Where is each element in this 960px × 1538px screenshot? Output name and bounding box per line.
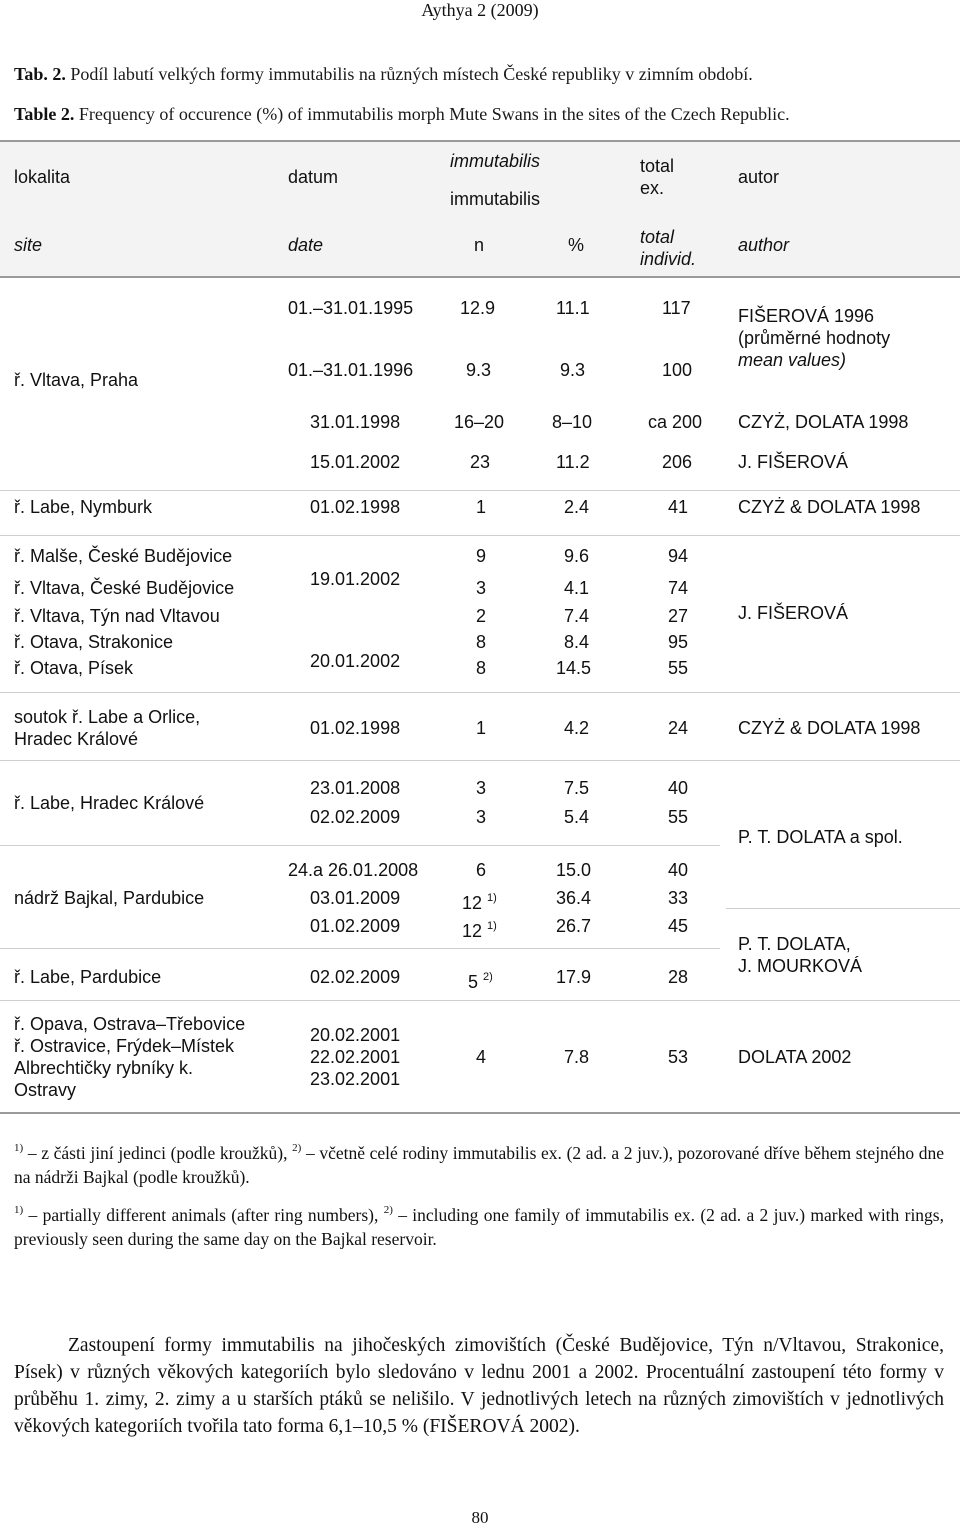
footnote-ref-1: 1): [487, 892, 497, 904]
cell-r15-pct: 36.4: [556, 888, 592, 908]
cell-r15-n-value: 12: [462, 893, 483, 913]
cell-r3-n: 16–20: [454, 412, 505, 432]
cell-r18-date-a: 20.02.2001: [310, 1025, 401, 1045]
cell-r18-date-b: 22.02.2001: [310, 1047, 401, 1067]
header-autor: autor: [738, 167, 780, 187]
header-pct: %: [568, 235, 585, 255]
cell-r14-date: 24.a 26.01.2008: [288, 860, 419, 880]
cell-r2-n: 9.3: [466, 360, 492, 380]
header-lokalita: lokalita: [14, 167, 71, 187]
cell-r1-date: 01.–31.01.1995: [288, 298, 414, 318]
cell-r9-pct: 8.4: [564, 632, 590, 652]
cell-r8-n: 2: [476, 606, 487, 626]
cell-r14-n: 6: [476, 860, 487, 880]
cell-r2-total: 100: [662, 360, 693, 380]
footnote-cz-text-1: – z části jiní jedinci (podle kroužků),: [23, 1143, 293, 1163]
site-soutok-1: soutok ř. Labe a Orlice,: [14, 707, 201, 727]
cell-r18-author: DOLATA 2002: [738, 1047, 852, 1067]
footnotes-en: [14, 1198, 944, 1251]
cell-r12-pct: 7.5: [564, 778, 590, 798]
cell-r16-date: 01.02.2009: [310, 916, 401, 936]
header-immutabilis: immutabilis: [450, 189, 541, 209]
cell-r4-n: 23: [470, 452, 491, 472]
cell-r11-pct: 4.2: [564, 718, 590, 738]
site-opava: ř. Opava, Ostrava–Třebovice: [14, 1014, 246, 1034]
cell-r15-n: [462, 887, 497, 914]
header-total-ex-2: ex.: [640, 178, 665, 198]
footnote-en-text-2: – including one family of immutabilis ex. (2 ad. a 2 juv.) marked with rings, previously seen during the same day on the Bajkal reservoir.: [14, 1205, 944, 1249]
cell-r18-n: 4: [476, 1047, 487, 1067]
cell-r18-date-c: 23.02.2001: [310, 1069, 401, 1089]
cell-r14-total: 40: [668, 860, 689, 880]
cell-r5-n: 1: [476, 497, 487, 517]
cell-r6-total: 94: [668, 546, 689, 566]
cell-r18-pct: 7.8: [564, 1047, 590, 1067]
cell-r1-n: 12.9: [460, 298, 496, 318]
footnote-cz-text-2: – včetně celé rodiny immutabilis ex. (2 ad. a 2 juv.), pozorované dříve během stejného dne na nádrži Bajkal (podle kroužků).: [14, 1143, 944, 1187]
footnote-cz-mark-2: 2): [292, 1142, 302, 1154]
site-soutok-2: Hradec Králové: [14, 729, 139, 749]
header-n: n: [474, 235, 485, 255]
site-bajkal: nádrž Bajkal, Pardubice: [14, 888, 205, 908]
cell-r11-n: 1: [476, 718, 487, 738]
footnote-en-text-1: – partially different animals (after ring numbers),: [23, 1205, 384, 1225]
author-group-fiserova: J. FIŠEROVÁ: [738, 603, 849, 623]
cell-r3-total: ca 200: [648, 412, 703, 432]
header-date: date: [288, 235, 324, 255]
cell-r9-n: 8: [476, 632, 487, 652]
header-total-indiv-2: individ.: [640, 249, 697, 269]
cell-r3-author: CZYŻ, DOLATA 1998: [738, 412, 909, 432]
cell-r5-author: CZYŻ & DOLATA 1998: [738, 497, 921, 517]
site-albrechticky-1: Albrechtičky rybníky k.: [14, 1058, 194, 1078]
cell-r9-total: 95: [668, 632, 689, 652]
site-vltava-cb: ř. Vltava, České Budějovice: [14, 578, 235, 598]
cell-r12-total: 40: [668, 778, 689, 798]
header-total-ex-1: total: [640, 156, 675, 176]
cell-r13-date: 02.02.2009: [310, 807, 401, 827]
footnote-cz-mark-1: 1): [14, 1142, 24, 1154]
cell-r2-date: 01.–31.01.1996: [288, 360, 414, 380]
cell-r3-date: 31.01.1998: [310, 412, 401, 432]
cell-r8-total: 27: [668, 606, 689, 626]
row-separator-2: [0, 535, 960, 536]
body-paragraph: Zastoupení formy immutabilis na jihočeských zimovištích (České Budějovice, Týn n/Vltavou, Strakonice, Písek) v různých věkových kategoriích bylo sledováno v lednu 2001 a 2002. Procentuální zastoupení této formy v průběhu 1. zimy, 2. zimy a u starších ptáků se nelišilo. V jednotlivých letech na různých zimovištích v jednotlivých věkových kategoriích tvořila tato forma 6,1–10,5 % (FIŠEROVÁ 2002).: [14, 1335, 944, 1437]
row-separator-6: [0, 948, 720, 949]
cell-r1-total: 117: [662, 298, 691, 318]
site-labe-pardubice: ř. Labe, Pardubice: [14, 967, 162, 987]
row-separator-5: [0, 845, 720, 846]
site-albrechticky-2: Ostravy: [14, 1080, 77, 1100]
author-dolata-mourkova-1: P. T. DOLATA,: [738, 934, 851, 954]
cell-r14-pct: 15.0: [556, 860, 592, 880]
cell-r1-pct: 11.1: [556, 298, 590, 318]
cell-r16-pct: 26.7: [556, 916, 592, 936]
author-dolata-mourkova-2: J. MOURKOVÁ: [738, 956, 863, 976]
row-separator-7: [0, 1000, 960, 1001]
cell-r4-date: 15.01.2002: [310, 452, 401, 472]
cell-r17-n-value: 5: [468, 972, 479, 992]
cell-r4-total: 206: [662, 452, 693, 472]
author-fiserova-1996: FIŠEROVÁ 1996: [738, 306, 875, 326]
cell-r13-pct: 5.4: [564, 807, 590, 827]
cell-r16-total: 45: [668, 916, 689, 936]
cell-r4-author: J. FIŠEROVÁ: [738, 452, 849, 472]
cell-r15-total: 33: [668, 888, 689, 908]
header-total-indiv-1: total: [640, 227, 675, 247]
cell-r5-date: 01.02.1998: [310, 497, 401, 517]
author-fiserova-1996-note: (průměrné hodnoty: [738, 328, 891, 348]
cell-date-19: 19.01.2002: [310, 569, 401, 589]
cell-r12-n: 3: [476, 778, 487, 798]
cell-r17-date: 02.02.2009: [310, 967, 401, 987]
cell-r12-date: 23.01.2008: [310, 778, 401, 798]
cell-r6-n: 9: [476, 546, 487, 566]
cell-r16-n-value: 12: [462, 921, 483, 941]
header-immutabilis-italic: immutabilis: [450, 151, 541, 171]
cell-r17-pct: 17.9: [556, 967, 592, 987]
row-separator-3: [0, 692, 960, 693]
footnote-ref-2: 2): [483, 971, 493, 983]
cell-r10-n: 8: [476, 658, 487, 678]
site-otava-pisek: ř. Otava, Písek: [14, 658, 134, 678]
cell-r15-date: 03.01.2009: [310, 888, 401, 908]
page-number: 80: [471, 1508, 489, 1527]
site-ostravice: ř. Ostravice, Frýdek–Místek: [14, 1036, 235, 1056]
site-malse: ř. Malše, České Budějovice: [14, 546, 233, 566]
caption-en-label: Table 2.: [14, 104, 75, 124]
header-datum: datum: [288, 167, 339, 187]
cell-r10-pct: 14.5: [556, 658, 592, 678]
cell-r3-pct: 8–10: [552, 412, 593, 432]
cell-r5-pct: 2.4: [564, 497, 590, 517]
cell-r11-total: 24: [668, 718, 689, 738]
cell-r17-total: 28: [668, 967, 689, 987]
caption-en: [14, 104, 790, 125]
cell-r13-total: 55: [668, 807, 689, 827]
author-fiserova-1996-note-en: mean values): [738, 350, 847, 370]
cell-r11-author: CZYŻ & DOLATA 1998: [738, 718, 921, 738]
running-head: Aythya 2 (2009): [421, 0, 539, 20]
footnote-ref-1b: 1): [487, 920, 497, 932]
cell-r7-pct: 4.1: [564, 578, 590, 598]
footnotes-cz: [14, 1136, 944, 1189]
cell-r18-total: 53: [668, 1047, 689, 1067]
cell-r8-pct: 7.4: [564, 606, 590, 626]
header-site: site: [14, 235, 43, 255]
caption-cz-text: Podíl labutí velkých formy immutabilis na různých místech České republiky v zimním období.: [70, 64, 753, 84]
site-vltava-tyn: ř. Vltava, Týn nad Vltavou: [14, 606, 220, 626]
row-separator-1: [0, 490, 960, 491]
header-author: author: [738, 235, 790, 255]
table-top-rule: [0, 140, 960, 142]
cell-r7-total: 74: [668, 578, 689, 598]
cell-r6-pct: 9.6: [564, 546, 590, 566]
cell-r11-date: 01.02.1998: [310, 718, 401, 738]
author-separator: [726, 908, 960, 909]
site-labe-hk: ř. Labe, Hradec Králové: [14, 793, 205, 813]
author-dolata-spol: P. T. DOLATA a spol.: [738, 827, 903, 847]
caption-cz-label: Tab. 2.: [14, 64, 66, 84]
cell-r4-pct: 11.2: [556, 452, 590, 472]
cell-r17-n: [468, 966, 493, 993]
table-header-rule: [0, 276, 960, 278]
caption-cz: [14, 64, 753, 85]
cell-r13-n: 3: [476, 807, 487, 827]
cell-r5-total: 41: [668, 497, 689, 517]
table-bottom-rule: [0, 1112, 960, 1114]
site-otava-strakonice: ř. Otava, Strakonice: [14, 632, 174, 652]
cell-r16-n: [462, 915, 497, 942]
row-separator-4: [0, 760, 960, 761]
cell-r7-n: 3: [476, 578, 487, 598]
cell-date-20: 20.01.2002: [310, 651, 401, 671]
caption-en-text: Frequency of occurence (%) of immutabilis morph Mute Swans in the sites of the Czech Republic.: [78, 104, 790, 124]
footnote-en-mark-1: 1): [14, 1204, 24, 1216]
cell-r2-pct: 9.3: [560, 360, 586, 380]
footnote-en-mark-2: 2): [383, 1204, 393, 1216]
site-vltava-praha: ř. Vltava, Praha: [14, 370, 139, 390]
cell-r10-total: 55: [668, 658, 689, 678]
site-labe-nymburk: ř. Labe, Nymburk: [14, 497, 153, 517]
